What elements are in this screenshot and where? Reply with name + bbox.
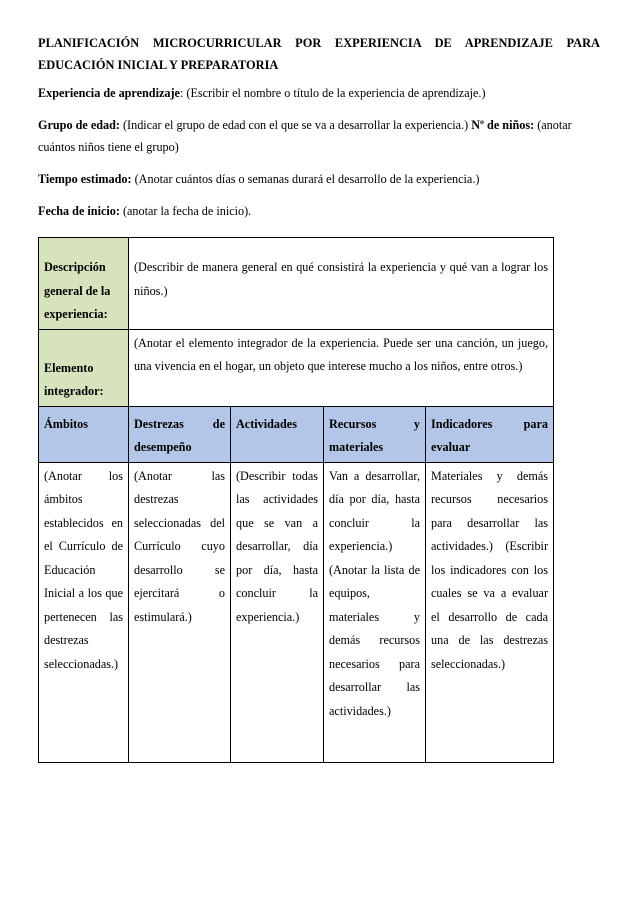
descripcion-text: (Describir de manera general en qué consistirá la experiencia y qué van a lograr los niños.) — [129, 238, 554, 330]
cell-recursos: Van a desarrollar, día por día, hasta concluir la experiencia.) (Anotar la lista de equipos, materiales y demás recursos necesarios para desarrollar las actividades.) — [324, 462, 426, 762]
ninos-text: (anotar cuántos niños tiene el grupo) — [38, 118, 572, 154]
experiencia-text: : (Escribir el nombre o título de la experiencia de aprendizaje.) — [179, 86, 486, 100]
header-recursos: Recursos y materiales — [324, 406, 426, 462]
tiempo-line — [38, 168, 600, 190]
header-row — [39, 406, 554, 462]
content-row — [39, 462, 554, 762]
grupo-text: (Indicar el grupo de edad con el que se va a desarrollar la experiencia.) — [119, 118, 472, 132]
cell-indicadores: Materiales y demás recursos necesarios para desarrollar las actividades.) (Escribir los indicadores con los cuales se va a evaluar el desarrollo de cada una de las destrezas seleccionadas.) — [426, 462, 554, 762]
header-ambitos: Ámbitos — [39, 406, 129, 462]
grupo-line — [38, 114, 600, 158]
tiempo-label: Tiempo estimado: — [38, 172, 132, 186]
experiencia-label: Experiencia de aprendizaje — [38, 86, 180, 100]
grupo-label: Grupo de edad: — [38, 118, 120, 132]
header-actividades: Actividades — [231, 406, 324, 462]
experiencia-line — [38, 82, 600, 104]
document-page — [38, 32, 600, 232]
planning-table — [38, 237, 554, 763]
header-indicadores: Indicadores para evaluar — [426, 406, 554, 462]
document-title: PLANIFICACIÓN MICROCURRICULAR POR EXPERIENCIA DE APRENDIZAJE PARA EDUCACIÓN INICIAL Y PREPARATORIA — [38, 36, 600, 72]
ninos-label: Nº de niños: — [471, 118, 535, 132]
fecha-line — [38, 200, 600, 222]
cell-ambitos: (Anotar los ámbitos establecidos en el Currículo de Educación Inicial a los que pertenecen las destrezas seleccionadas.) — [39, 462, 129, 762]
descripcion-row — [39, 238, 554, 330]
header-destrezas: Destrezas de desempeño — [129, 406, 231, 462]
cell-actividades: (Describir todas las actividades que se van a desarrollar, día por día, hasta concluir la experiencia.) — [231, 462, 324, 762]
cell-destrezas: (Anotar las destrezas seleccionadas del Currículo cuyo desarrollo se ejercitará o estimulará.) — [129, 462, 231, 762]
fecha-label: Fecha de inicio: — [38, 204, 120, 218]
elemento-row — [39, 329, 554, 406]
elemento-text: (Anotar el elemento integrador de la experiencia. Puede ser una canción, un juego, una vivencia en el hogar, un objeto que interese mucho a los niños, entre otros.) — [129, 329, 554, 406]
elemento-label: Elemento integrador: — [39, 329, 129, 406]
fecha-text: (anotar la fecha de inicio). — [119, 204, 252, 218]
descripcion-label: Descripción general de la experiencia: — [39, 238, 129, 330]
tiempo-text: (Anotar cuántos días o semanas durará el desarrollo de la experiencia.) — [131, 172, 480, 186]
